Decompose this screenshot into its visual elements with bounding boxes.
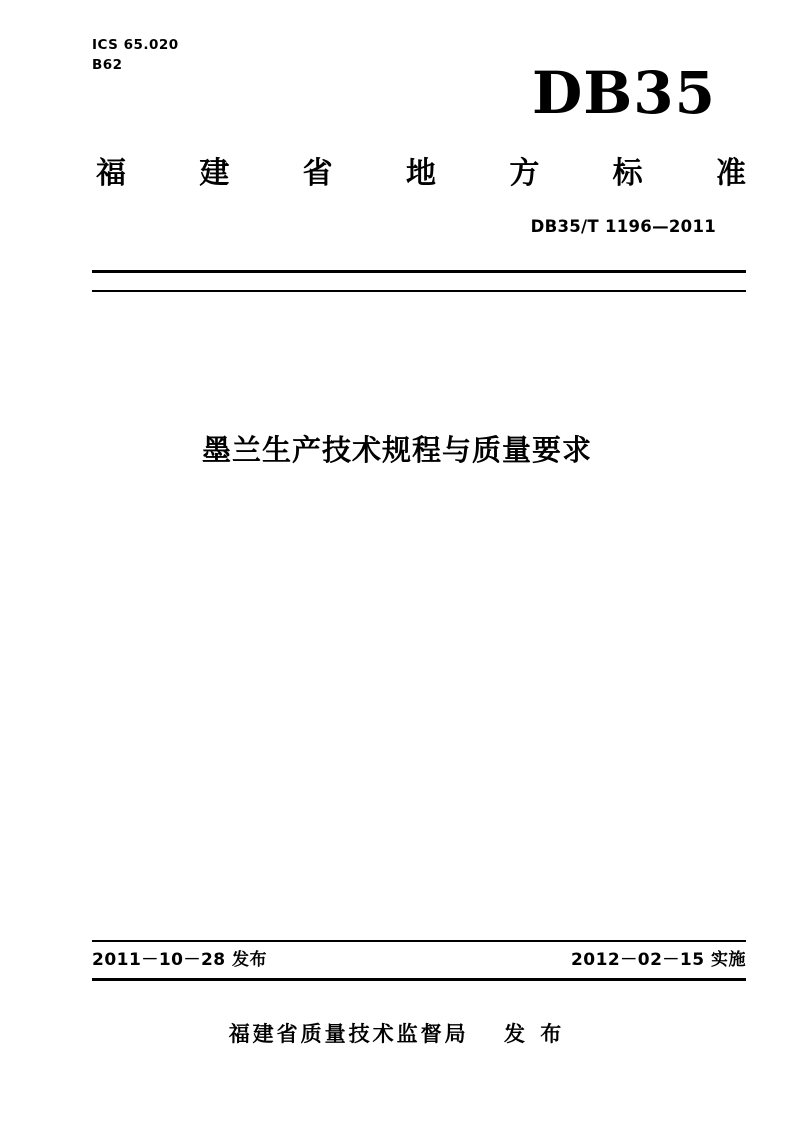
standard-number: DB35/T 1196—2011 [530, 217, 716, 236]
standard-type-char-1: 建 [199, 156, 230, 191]
standard-type-heading [96, 148, 746, 192]
ics-block [92, 36, 179, 75]
page-title: 墨兰生产技术规程与质量要求 [201, 433, 592, 467]
classification-code: B62 [92, 56, 123, 73]
standard-type-char-3: 地 [405, 156, 436, 191]
publisher-name: 福建省质量技术监督局 [228, 1022, 469, 1046]
standard-type-char-4: 方 [509, 156, 540, 191]
divider-top [92, 270, 746, 273]
standard-type-char-6: 准 [715, 156, 746, 191]
publisher-verb: 发 布 [504, 1022, 566, 1046]
db35-logo: DB35 [531, 59, 716, 127]
implement-date: 2012－02－15 实施 [570, 950, 746, 970]
divider-bottom [92, 940, 746, 942]
standard-type-char-2: 省 [302, 156, 333, 191]
publisher-line [0, 1018, 794, 1048]
issue-date: 2011－10－28 发布 [92, 950, 268, 970]
standard-type-char-5: 标 [612, 156, 643, 191]
divider-bottom-secondary [92, 978, 746, 981]
date-row [92, 945, 746, 970]
standard-type-char-0: 福 [96, 156, 126, 191]
ics-code: ICS 65.020 [92, 37, 179, 53]
divider-top-secondary [92, 290, 746, 292]
